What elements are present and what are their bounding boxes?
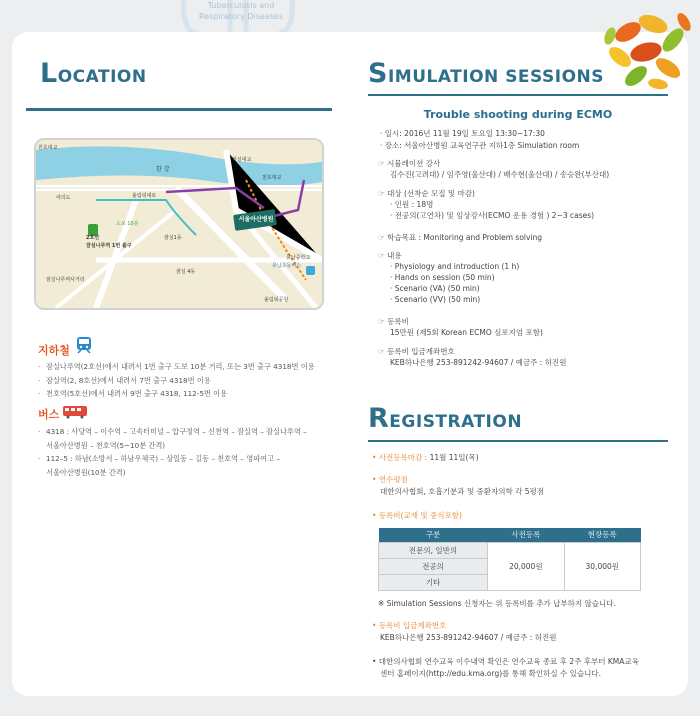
- map-label-jamsil4: 잠실 4동: [176, 269, 196, 275]
- map-label-bus-stop: 풍납초등버스: [272, 263, 301, 269]
- fee-table-header: 사전등록: [488, 528, 564, 542]
- map-label-jamsil: 잠실1동: [164, 235, 182, 241]
- credit-item: • 연수평점 대한의사협회, 호흡기분과 및 중환자의학 각 5평점: [372, 474, 544, 498]
- map-label-han-river: 한 강: [156, 166, 170, 173]
- simulation-title: SIMULATION SESSIONS: [368, 58, 605, 89]
- target-block: ☞ 대상 (선착순 모집 및 마감) · 인원 : 18명 · 전공의(고연차) 및 임상강사(ECMO 운용 경험 ) 2~3 cases): [378, 188, 594, 221]
- bus-icon: [62, 405, 88, 419]
- account-block: ☞ 등록비 입금계좌번호 KEB하나은행 253-891242-94607 / 예금주 : 허진원: [378, 346, 566, 368]
- subway-item: · 잠실역(2, 8호선)에서 내려서 7번 출구 4318번 이용: [38, 374, 338, 388]
- map-label-olympic-park: 올림픽공원: [264, 297, 289, 303]
- deadline-item: • 사전등록마감 : 11월 11일(목): [372, 452, 479, 464]
- location-title: LOCATION: [40, 58, 147, 89]
- subway-item: · 천호역(5호선)에서 내려서 9번 출구 4318, 112-5번 이용: [38, 387, 338, 401]
- map-label-yeouido: 여의도: [56, 195, 71, 201]
- fee-category: 기타: [379, 574, 488, 590]
- autumn-leaves-illustration: [598, 2, 696, 94]
- bus-heading: 버스: [38, 408, 60, 421]
- simulation-place: · 장소: 서울아산병원 교육연구관 지하1층 Simulation room: [380, 141, 580, 150]
- map-label-pungnap: 풍납중학교: [286, 255, 311, 261]
- bus-list: [38, 425, 338, 479]
- location-map[interactable]: [34, 138, 324, 310]
- simulation-note: ※ Simulation Sessions 신청자는 위 등록비를 추가 납부하지 않습니다.: [378, 599, 616, 608]
- simulation-subtitle: Trouble shooting during ECMO: [423, 108, 613, 121]
- goal-block: ☞ 학습목표 : Monitoring and Problem solving: [378, 232, 542, 243]
- bus-route-item: · 4318 : 사당역 – 이수역 – 고속터미널 – 압구정역 – 신천역 – 잠실역 – 잠실나루역 – 서울아산병원 – 천호역(5~10분 간격): [38, 425, 338, 452]
- subway-icon: [74, 336, 94, 354]
- location-divider: [26, 108, 332, 111]
- simulation-date: · 일시: 2016년 11월 19일 토요일 13:30~17:30: [380, 129, 545, 138]
- subway-item: · 잠실나루역(2호선)에서 내려서 1번 출구 도보 10분 거리, 또는 3번 출구 4318번 이용: [38, 360, 338, 374]
- map-label-jamsil-bridge: 잠실대교: [232, 157, 252, 163]
- map-label-cheonho-bridge: 천호대교: [262, 175, 282, 181]
- account-item: • 등록비 입금계좌번호 KEB하나은행 253-891242-94607 / 예금주 : 허진원: [372, 620, 556, 644]
- content-block: ☞ 내용 · Physiology and introduction (1 h) · Hands on session (50 min) · Scenario (VA) (50 min) · Scenario (VV) (50 min): [378, 250, 519, 305]
- logo-text: Tuberculosis and Respiratory Diseases: [198, 1, 283, 21]
- pre-registration-fee: 20,000원: [488, 542, 564, 590]
- map-label-station: 잠실나루역 1번 출구: [86, 243, 132, 249]
- map-label-wonhyo: 원효대교: [38, 145, 58, 151]
- fee-table-header: 구분: [379, 528, 488, 542]
- subway-list: [38, 360, 338, 401]
- instructors-block: ☞ 시뮬레이션 강사 김수진(고려대) / 임주영(울산대) / 배수현(울산대) / 송승완(부산대): [378, 158, 609, 180]
- fee-label-item: • 등록비(교재 및 중식포함): [372, 510, 462, 522]
- registration-divider: [368, 440, 668, 442]
- bus-route-item: · 112–5 : 하남(소방서 – 하남우체국) – 상일동 – 길동 – 천호역 – 영파여고 – 서울아산병원(10분 간격): [38, 452, 338, 479]
- fee-block: ☞ 등록비 15만원 (제5회 Korean ECMO 심포지엄 포함): [378, 316, 543, 338]
- fee-table: [378, 528, 641, 591]
- onsite-registration-fee: 30,000원: [564, 542, 640, 590]
- kma-notice: • 대한의사협회 연수교육 이수내역 확인은 연수교육 종료 후 2주 후부터 KMA교육 센터 홈페이지(http://edu.kma.org)를 통해 확인하실 수 있습니다.: [372, 657, 639, 678]
- map-label-intersection: 잠실나루역사거리: [46, 277, 85, 283]
- fee-category: 전공의: [379, 558, 488, 574]
- subway-heading: 지하철: [38, 344, 70, 357]
- map-label-olympic-road: 올림픽대로: [132, 193, 157, 199]
- map-label-line2: 2호선: [86, 235, 100, 241]
- map-label-walk: 도보 10분: [116, 221, 139, 227]
- map-label-hospital: 서울아산병원: [238, 216, 274, 223]
- fee-category: 전문의, 일반의: [379, 542, 488, 558]
- fee-table-header: 현장등록: [564, 528, 640, 542]
- simulation-divider: [368, 94, 668, 96]
- registration-title: REGISTRATION: [368, 403, 523, 434]
